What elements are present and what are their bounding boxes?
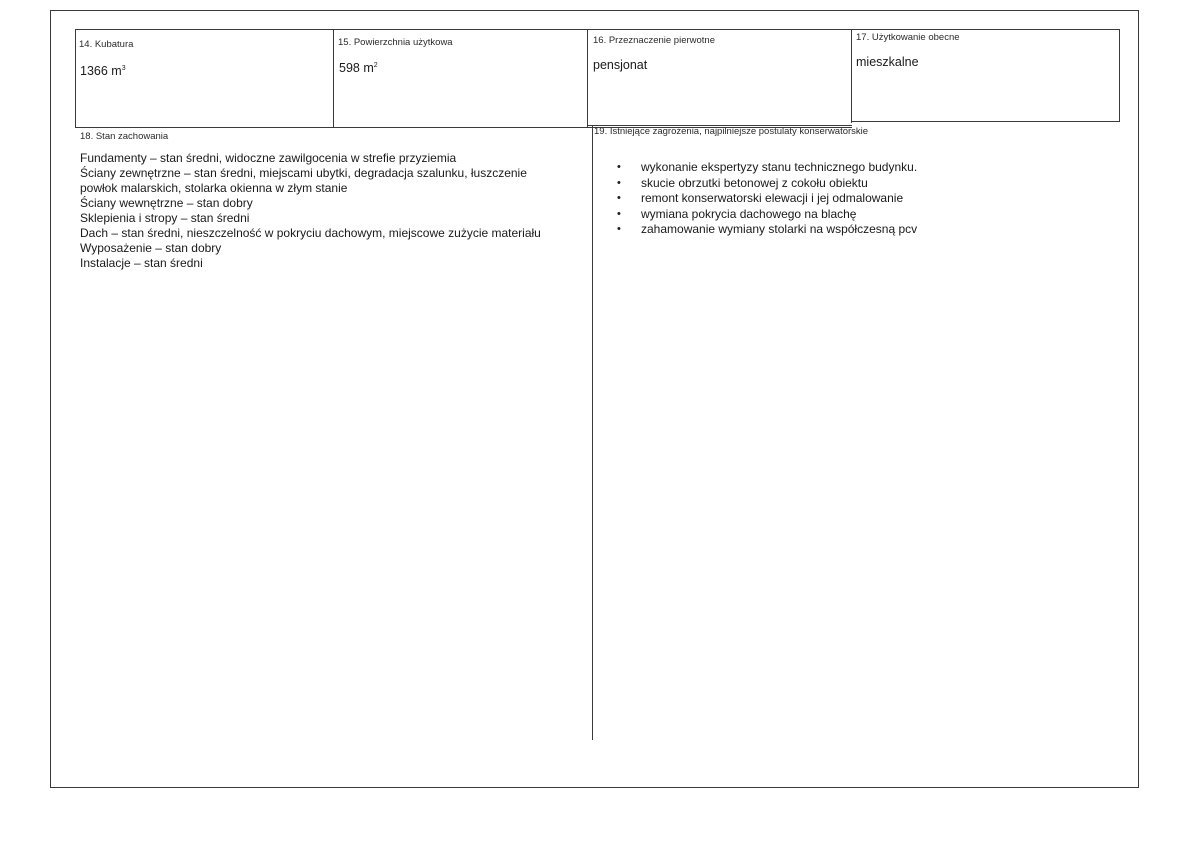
zagrozenie-item [612,176,1112,192]
kubatura-label: 14. Kubatura [79,39,134,50]
zagrozenie-text: zahamowanie wymiany stolarki na współczesną pcv [641,222,918,236]
stan-line: Instalacje – stan średni [80,256,203,270]
bullet-icon: • [617,192,621,204]
stan-line: Ściany zewnętrzne – stan średni, miejscami ubytki, degradacja szalunku, łuszczenie [80,166,527,180]
zagrozenie-text: wymiana pokrycia dachowego na blachę [641,206,857,221]
stan-line: Sklepienia i stropy – stan średni [80,211,250,225]
zagrozenia-label: 19. Istniejące zagrożenia, najpilniejsze postulaty konserwatorskie [594,126,869,137]
col-divider-2 [333,29,334,127]
bullet-icon: • [617,161,621,173]
stan-line: Dach – stan średni, nieszczelność w pokryciu dachowym, miejscowe zużycie materiału [80,226,541,240]
stan-line: Ściany wewnętrzne – stan dobry [80,196,253,210]
stan-zachowania-label: 18. Stan zachowania [80,131,169,142]
powierzchnia-label: 15. Powierzchnia użytkowa [338,37,453,48]
uzytkowanie-label: 17. Użytkowanie obecne [856,32,960,43]
zagrozenie-text: remont konserwatorski elewacji i jej odmalowanie [641,191,904,205]
zagrozenie-text: skucie obrzutki betonowej z cokołu obiektu [641,175,868,190]
zagrozenie-item [612,191,1112,207]
col-divider-1 [75,29,76,127]
bullet-icon: • [617,223,621,235]
powierzchnia-exponent: 2 [373,61,378,69]
bullet-icon: • [617,207,621,220]
bullet-icon: • [617,176,621,189]
stan-line: powłok malarskich, stolarka okienna w złym stanie [80,181,348,195]
powierzchnia-number: 598 m [339,61,374,75]
col-divider-4 [851,29,852,123]
powierzchnia-value [339,61,378,75]
stan-zachowania-list [80,151,585,271]
przeznaczenie-value: pensjonat [593,58,648,72]
stan-line: Wyposażenie – stan dobry [80,241,222,255]
zagrozenie-item [612,222,1112,238]
kubatura-exponent: 3 [121,64,126,72]
row1-bottom-rule-right [852,121,1120,122]
zagrozenie-item [612,160,1112,176]
zagrozenie-text: wykonanie ekspertyzy stanu technicznego budynku. [641,160,918,174]
top-rule [75,29,1120,30]
kubatura-value [80,64,126,78]
stan-line: Fundamenty – stan średni, widoczne zawilgocenia w strefie przyziemia [80,151,457,165]
main-column-divider [592,125,593,740]
uzytkowanie-value: mieszkalne [856,55,919,69]
col-divider-5 [1119,29,1120,122]
kubatura-number: 1366 m [80,64,122,78]
przeznaczenie-label: 16. Przeznaczenie pierwotne [593,35,715,46]
zagrozenia-list [612,160,1112,238]
zagrozenie-item [612,207,1112,223]
col-divider-3 [587,29,588,127]
